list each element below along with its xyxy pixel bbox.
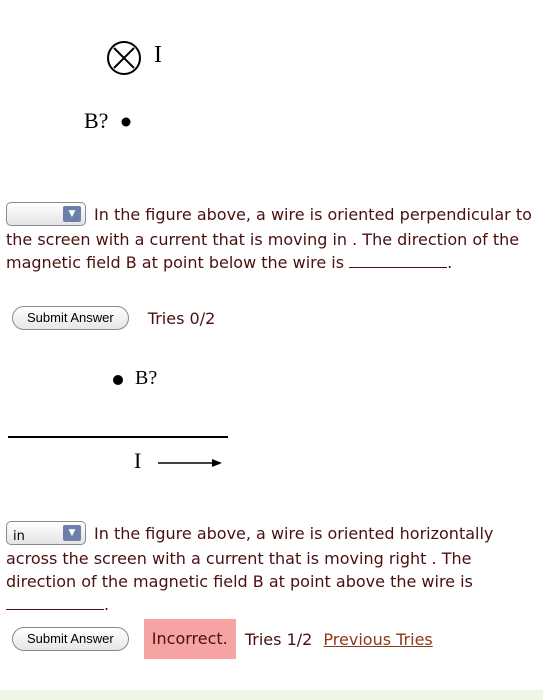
field-point-dot [122,118,131,127]
field-point-dot [113,375,123,385]
answer-blank-2 [6,595,104,610]
figure-2 [0,355,543,485]
direction-select-1[interactable] [6,202,86,226]
question-2-text: In the figure above, a wire is oriented horizontally across the screen with a current that is moving right . The direction of the magnetic field B at point above the wire is [6,524,494,591]
question-1-actions [12,306,215,330]
current-into-page-icon [108,42,140,74]
answer-blank-1 [349,253,447,268]
chevron-down-icon: ▼ [63,525,81,541]
figure-1-svg [0,0,543,180]
tries-counter-1: Tries 0/2 [147,308,216,328]
figure-2-svg [0,355,543,485]
arrow-right-icon [158,459,222,467]
field-label: B? [84,108,109,133]
question-2-actions [12,619,433,659]
question-2: in ▼ In the figure above, a wire is oriented horizontally across the screen with a current that is moving right . The direction of the magnetic field B at point above the wire is . [6,522,536,616]
figure-1 [0,0,543,180]
submit-answer-button-2[interactable]: Submit Answer [12,627,129,651]
question-1-text: In the figure above, a wire is oriented perpendicular to the screen with a current that is moving in . The direction of the magnetic field B at point below the wire is [6,205,532,272]
direction-select-2-value: in [13,528,25,544]
chevron-down-icon: ▼ [63,206,81,222]
previous-tries-link[interactable]: Previous Tries [323,629,433,649]
footer-bar [0,690,543,700]
submit-answer-button-1[interactable]: Submit Answer [12,306,129,330]
direction-select-2[interactable] [6,521,86,545]
current-label: I [134,448,142,473]
status-badge: Incorrect. [144,619,236,659]
current-label: I [154,42,162,68]
question-1: ▼ In the figure above, a wire is oriented perpendicular to the screen with a current that is moving in . The direction of the magnetic field B at point below the wire is . [6,203,536,274]
field-label: B? [135,367,158,389]
tries-counter-2: Tries 1/2 [244,629,313,649]
